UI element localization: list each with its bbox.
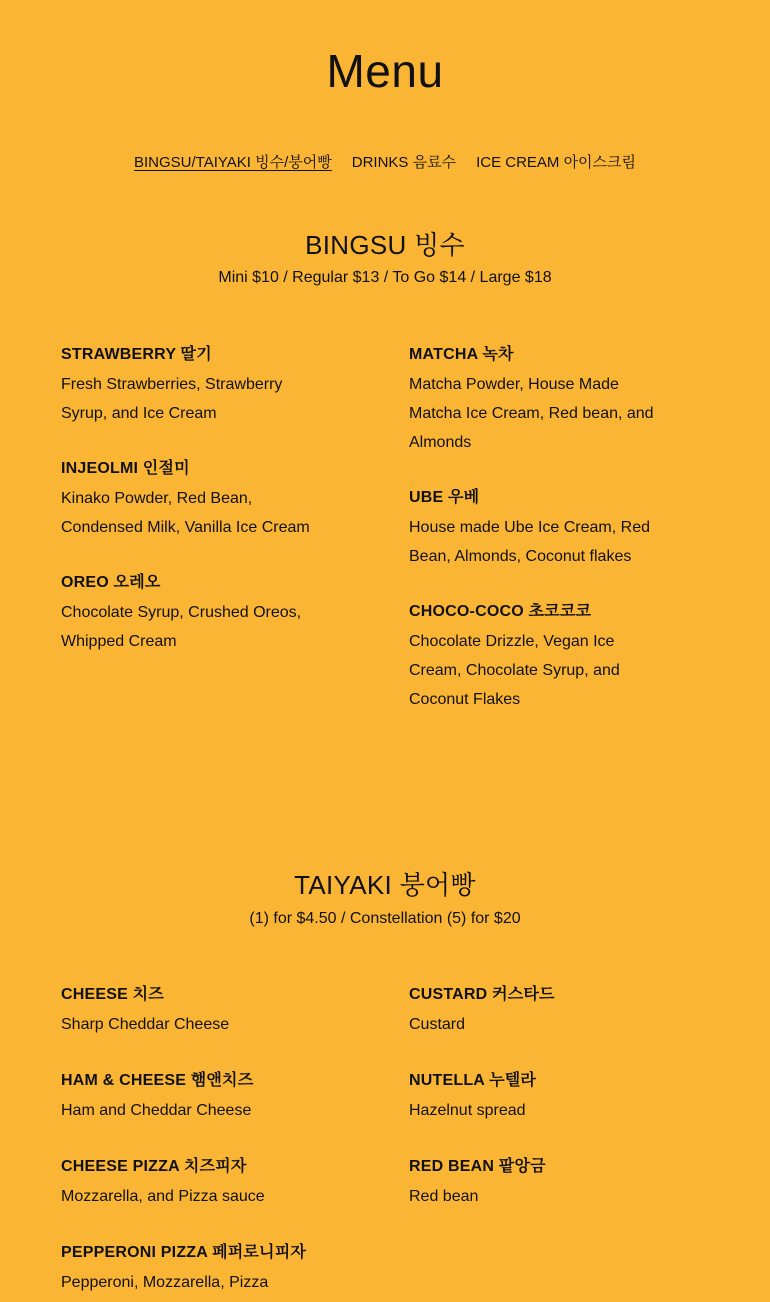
menu-item-name: NUTELLA 누텔라 (409, 1072, 537, 1089)
tab-drinks[interactable]: DRINKS 음료수 (351, 154, 457, 171)
menu-item-name: CHOCO-COCO 초코코코 (409, 603, 592, 620)
menu-item-description: House made Ube Ice Cream, Red Bean, Almonds, Coconut flakes (409, 519, 650, 565)
menu-item-name: CHEESE 치즈 (61, 986, 164, 1003)
menu-item-name: MATCHA 녹차 (409, 346, 514, 363)
taiyaki-left-column (61, 985, 311, 1297)
page-title: Menu (326, 45, 444, 97)
menu-item-description: Sharp Cheddar Cheese (61, 1016, 230, 1033)
bingsu-left-column (61, 345, 311, 656)
menu-item-name: PEPPERONI PIZZA 페퍼로니피자 (61, 1244, 307, 1261)
menu-item-description: Hazelnut spread (409, 1102, 526, 1119)
menu-item-description: Chocolate Drizzle, Vegan Ice Cream, Chocolate Syrup, and Coconut Flakes (409, 633, 620, 708)
menu-item-description: Pepperoni, Mozzarella, Pizza (61, 1274, 269, 1291)
menu-category-nav (0, 153, 770, 173)
menu-item-ube (409, 488, 654, 571)
menu-item-name: OREO 오레오 (61, 574, 161, 591)
menu-item-ham-cheese (61, 1071, 311, 1125)
menu-item-description: Fresh Strawberries, Strawberry Syrup, and Ice Cream (61, 376, 283, 422)
menu-item-choco-coco (409, 602, 654, 714)
bingsu-prices: Mini $10 / Regular $13 / To Go $14 / Large $18 (218, 269, 552, 286)
menu-item-cheese (61, 985, 311, 1039)
menu-item-pepperoni-pizza (61, 1243, 311, 1297)
menu-item-description: Red bean (409, 1188, 479, 1205)
taiyaki-prices: (1) for $4.50 / Constellation (5) for $20 (249, 910, 521, 927)
menu-item-description: Mozzarella, and Pizza sauce (61, 1188, 265, 1205)
bingsu-right-column (409, 345, 654, 714)
menu-item-red-bean (409, 1157, 654, 1211)
menu-item-name: CUSTARD 커스타드 (409, 986, 555, 1003)
menu-item-strawberry (61, 345, 311, 428)
menu-item-injeolmi (61, 459, 311, 542)
menu-item-name: UBE 우베 (409, 489, 480, 506)
menu-item-description: Custard (409, 1016, 466, 1033)
menu-item-oreo (61, 573, 311, 656)
menu-item-matcha (409, 345, 654, 457)
menu-item-description: Chocolate Syrup, Crushed Oreos, Whipped Cream (61, 604, 302, 650)
menu-item-name: INJEOLMI 인절미 (61, 460, 190, 477)
menu-item-description: Matcha Powder, House Made Matcha Ice Cream, Red bean, and Almonds (409, 376, 654, 451)
menu-item-description: Kinako Powder, Red Bean, Condensed Milk, Vanilla Ice Cream (61, 490, 310, 536)
tab-bingsu-taiyaki[interactable]: BINGSU/TAIYAKI 빙수/붕어빵 (133, 154, 332, 171)
tab-ice-cream[interactable]: ICE CREAM 아이스크림 (476, 154, 637, 171)
menu-item-nutella (409, 1071, 654, 1125)
bingsu-section-title: BINGSU 빙수 (305, 230, 465, 260)
menu-item-cheese-pizza (61, 1157, 311, 1211)
menu-item-name: HAM & CHEESE 햄앤치즈 (61, 1072, 254, 1089)
taiyaki-right-column (409, 985, 654, 1211)
menu-item-description: Ham and Cheddar Cheese (61, 1102, 252, 1119)
menu-item-custard (409, 985, 654, 1039)
taiyaki-section-title: TAIYAKI 붕어빵 (294, 870, 476, 900)
menu-item-name: STRAWBERRY 딸기 (61, 346, 212, 363)
menu-item-name: RED BEAN 팥앙금 (409, 1158, 546, 1175)
menu-item-name: CHEESE PIZZA 치즈피자 (61, 1158, 247, 1175)
